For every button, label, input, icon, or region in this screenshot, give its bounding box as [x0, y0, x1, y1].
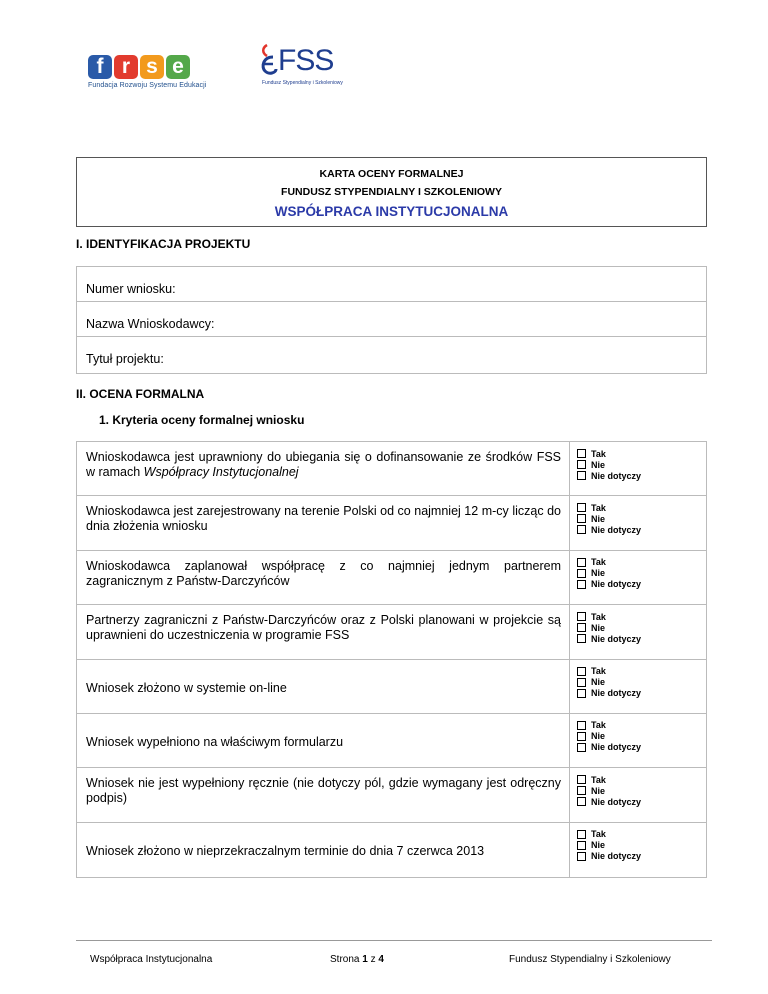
criterion-label: Partnerzy zagraniczni z Państw-Darczyńców oraz z Polski planowani w projekcie są uprawnieni do uczestniczenia w programie FSS: [86, 613, 561, 643]
checkbox[interactable]: [577, 786, 586, 795]
option-label: Nie dotyczy: [591, 796, 642, 807]
footer-page-prefix: Strona: [330, 954, 363, 965]
criterion-options: [570, 823, 706, 877]
criterion-row: [77, 714, 706, 768]
section-identification-title: I. IDENTYFIKACJA PROJEKTU: [76, 237, 251, 251]
criterion-label: Wnioskodawca jest zarejestrowany na terenie Polski od co najmniej 12 m-cy licząc do dnia złożenia wniosku: [86, 504, 561, 534]
checkbox[interactable]: [577, 460, 586, 469]
option-nie[interactable]: [577, 840, 706, 851]
option-label: Nie dotyczy: [591, 633, 642, 644]
option-label: Nie dotyczy: [591, 688, 642, 699]
frse-letters: [88, 55, 218, 79]
fss-mark-icon: [258, 43, 280, 79]
checkbox[interactable]: [577, 732, 586, 741]
checkbox[interactable]: [577, 612, 586, 621]
checkbox[interactable]: [577, 841, 586, 850]
criterion-label: Wniosek nie jest wypełniony ręcznie (nie dotyczy pól, gdzie wymagany jest odręczny podpis): [86, 776, 561, 806]
form-title: KARTA OCENY FORMALNEJ: [319, 168, 464, 180]
option-nie-dotyczy[interactable]: [577, 633, 706, 644]
criterion-row: [77, 442, 706, 496]
checkbox[interactable]: [577, 830, 586, 839]
option-nie-dotyczy[interactable]: [577, 579, 706, 590]
criterion-options: [570, 660, 706, 713]
option-label: Nie dotyczy: [591, 524, 642, 535]
frse-letter: f: [88, 55, 112, 79]
option-label: Nie: [591, 731, 606, 742]
criterion-text: [77, 714, 570, 767]
criterion-text: [77, 496, 570, 549]
criterion-text: [77, 660, 570, 713]
checkbox[interactable]: [577, 503, 586, 512]
criterion-text: [77, 605, 570, 658]
checkbox[interactable]: [577, 634, 586, 643]
criterion-options: [570, 768, 706, 821]
option-label: Tak: [591, 666, 606, 677]
option-nie-dotyczy[interactable]: [577, 796, 706, 807]
option-label: Tak: [591, 829, 606, 840]
section-formal-assessment-title: II. OCENA FORMALNA: [76, 387, 205, 401]
criterion-row: [77, 768, 706, 822]
fss-logo: [258, 43, 368, 98]
option-label: Nie: [591, 785, 606, 796]
option-nie[interactable]: [577, 513, 706, 524]
checkbox[interactable]: [577, 525, 586, 534]
checkbox[interactable]: [577, 471, 586, 480]
criterion-row: [77, 496, 706, 550]
option-nie[interactable]: [577, 459, 706, 470]
option-tak[interactable]: [577, 720, 706, 731]
frse-letter: s: [140, 55, 164, 79]
option-nie[interactable]: [577, 785, 706, 796]
option-label: Tak: [591, 611, 606, 622]
criterion-label: Wniosek złożono w nieprzekraczalnym terminie do dnia 7 czerwca 2013: [86, 843, 485, 858]
option-label: Nie: [591, 840, 606, 851]
criterion-options: [570, 442, 706, 495]
option-label: Nie: [591, 459, 606, 470]
footer-page-current: 1: [362, 954, 368, 965]
option-tak[interactable]: [577, 557, 706, 568]
option-nie[interactable]: [577, 622, 706, 633]
frse-caption: Fundacja Rozwoju Systemu Edukacji: [88, 82, 207, 89]
checkbox[interactable]: [577, 678, 586, 687]
option-tak[interactable]: [577, 611, 706, 622]
option-label: Nie dotyczy: [591, 579, 642, 590]
option-label: Nie: [591, 513, 606, 524]
frse-letter: e: [166, 55, 190, 79]
checkbox[interactable]: [577, 721, 586, 730]
criterion-label: Wniosek złożono w systemie on-line: [86, 680, 287, 695]
checkbox[interactable]: [577, 623, 586, 632]
criterion-label: Wnioskodawca jest uprawniony do ubiegania się o dofinansowanie ze środków FSS w ramach: [86, 450, 561, 479]
footer-page-number: [330, 954, 384, 965]
criterion-label: Wniosek wypełniono na właściwym formularzu: [86, 734, 344, 749]
id-row-project-title[interactable]: Tytuł projektu:: [86, 352, 164, 366]
option-label: Tak: [591, 557, 606, 568]
criterion-options: [570, 496, 706, 549]
checkbox[interactable]: [577, 580, 586, 589]
option-label: Nie dotyczy: [591, 851, 642, 862]
criterion-options: [570, 605, 706, 658]
fss-logo-text: FSS: [278, 44, 334, 77]
option-nie[interactable]: [577, 731, 706, 742]
checkbox[interactable]: [577, 514, 586, 523]
criterion-options: [570, 551, 706, 604]
checkbox[interactable]: [577, 667, 586, 676]
option-nie-dotyczy[interactable]: [577, 851, 706, 862]
option-nie-dotyczy[interactable]: [577, 470, 706, 481]
criterion-options: [570, 714, 706, 767]
checkbox[interactable]: [577, 743, 586, 752]
criterion-text: [77, 442, 570, 495]
criterion-text: [77, 551, 570, 604]
footer-left: Współpraca Instytucjonalna: [90, 954, 213, 965]
option-label: Tak: [591, 774, 606, 785]
frse-letter: r: [114, 55, 138, 79]
option-nie-dotyczy[interactable]: [577, 742, 706, 753]
option-nie-dotyczy[interactable]: [577, 688, 706, 699]
option-tak[interactable]: [577, 502, 706, 513]
footer-right: Fundusz Stypendialny i Szkoleniowy: [509, 954, 671, 965]
criterion-label: Wnioskodawca zaplanował współpracę z co najmniej jednym partnerem zagranicznym z Państw-Darczyńców: [86, 558, 561, 588]
frse-logo: [88, 55, 218, 95]
option-nie[interactable]: [577, 568, 706, 579]
criterion-row: [77, 605, 706, 659]
option-label: Tak: [591, 720, 606, 731]
option-tak[interactable]: [577, 448, 706, 459]
option-label: Nie: [591, 568, 606, 579]
option-tak[interactable]: [577, 666, 706, 677]
option-label: Nie: [591, 677, 606, 688]
footer-page-mid: z: [367, 954, 379, 965]
fss-caption: Fundusz Stypendialny i Szkoleniowy: [262, 80, 343, 86]
checkbox[interactable]: [577, 775, 586, 784]
id-row-applicant-name[interactable]: Nazwa Wnioskodawcy:: [77, 302, 706, 337]
form-header-box: [76, 157, 707, 227]
checkbox[interactable]: [577, 449, 586, 458]
option-label: Tak: [591, 448, 606, 459]
checkbox[interactable]: [577, 558, 586, 567]
option-label: Nie dotyczy: [591, 742, 642, 753]
form-program-name: WSPÓŁPRACA INSTYTUCJONALNA: [274, 204, 509, 219]
option-tak[interactable]: [577, 774, 706, 785]
criterion-text: [77, 823, 570, 877]
checkbox[interactable]: [577, 852, 586, 861]
footer-divider: [76, 940, 712, 941]
option-label: Nie dotyczy: [591, 470, 642, 481]
option-tak[interactable]: [577, 829, 706, 840]
checkbox[interactable]: [577, 569, 586, 578]
option-nie-dotyczy[interactable]: [577, 524, 706, 535]
checkbox[interactable]: [577, 797, 586, 806]
criterion-row: [77, 660, 706, 714]
checkbox[interactable]: [577, 689, 586, 698]
option-label: Tak: [591, 502, 606, 513]
identification-table: [76, 266, 707, 374]
option-nie[interactable]: [577, 677, 706, 688]
criteria-table: [76, 441, 707, 878]
criterion-label-italic: Współpracy Instytucjonalnej: [143, 465, 299, 479]
criterion-row: [77, 823, 706, 877]
criteria-subtitle: 1. Kryteria oceny formalnej wniosku: [99, 413, 305, 427]
criterion-text: [77, 768, 570, 821]
footer-page-total: 4: [378, 954, 384, 965]
form-fund-name: FUNDUSZ STYPENDIALNY I SZKOLENIOWY: [281, 186, 502, 198]
criterion-row: [77, 551, 706, 605]
id-row-application-number[interactable]: Numer wniosku:: [77, 267, 706, 302]
option-label: Nie: [591, 622, 606, 633]
